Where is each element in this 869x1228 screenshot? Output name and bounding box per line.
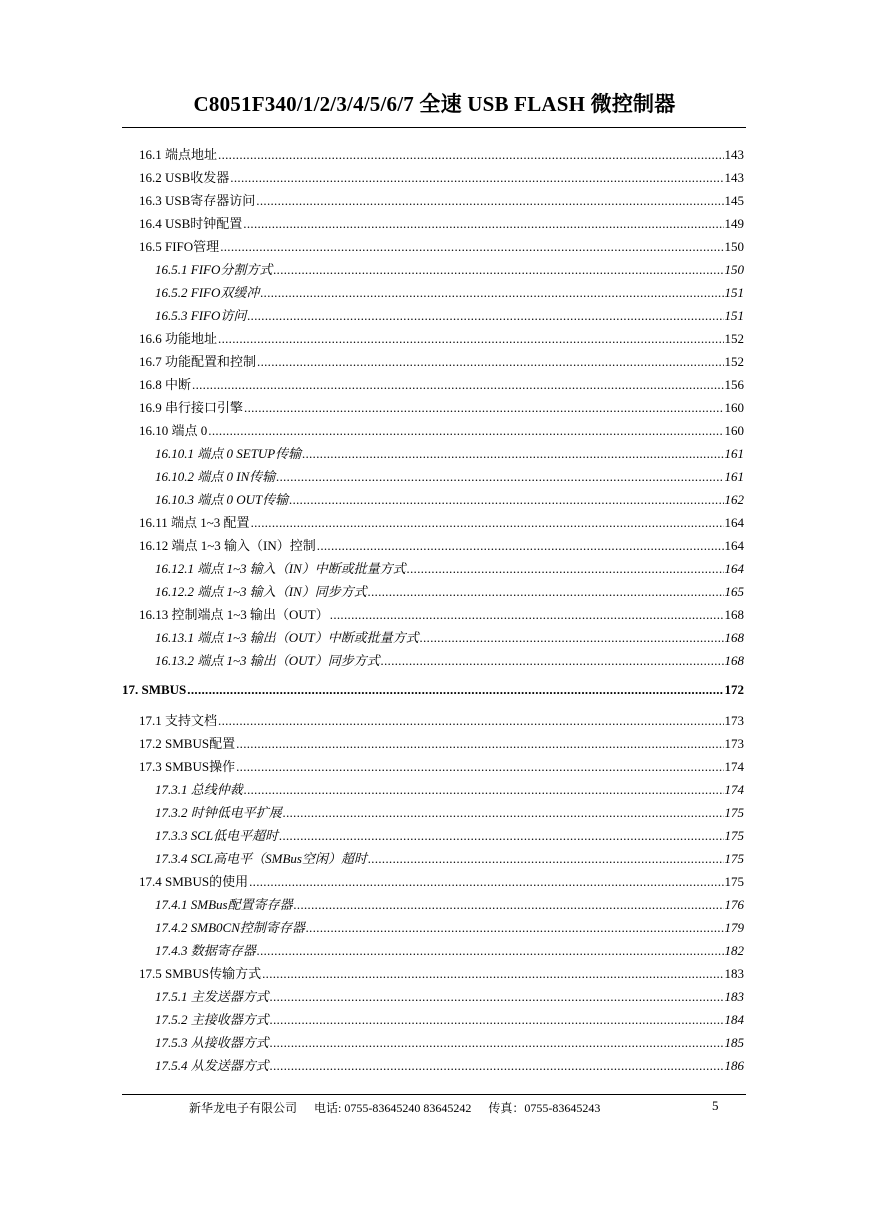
toc-leader-dots bbox=[276, 469, 723, 485]
footer-fax: 传真：0755-83645243 bbox=[488, 1101, 601, 1115]
toc-entry-label: 16.4 USB时钟配置 bbox=[139, 216, 243, 231]
toc-entry-label: 16.12.2 端点 1~3 输入（IN）同步方式 bbox=[155, 584, 367, 599]
toc-entry-page: 172 bbox=[724, 682, 744, 697]
toc-entry-label: 16.10.3 端点 0 OUT传输 bbox=[155, 492, 289, 507]
toc-entry-label: 16.1 端点地址 bbox=[139, 147, 218, 162]
toc-entry-label: 17.3.4 SCL高电平（SMBus空闲）超时 bbox=[155, 851, 367, 866]
toc-entry-page: 174 bbox=[724, 782, 744, 797]
toc-entry-label: 16.13.1 端点 1~3 输出（OUT）中断或批量方式 bbox=[155, 630, 419, 645]
footer bbox=[189, 1099, 614, 1116]
toc-entry-label: 17.4.3 数据寄存器 bbox=[155, 943, 256, 958]
toc-entry[interactable] bbox=[139, 193, 744, 209]
toc-entry[interactable] bbox=[155, 989, 744, 1005]
toc-entry-page: 151 bbox=[724, 285, 744, 300]
toc-entry[interactable] bbox=[155, 805, 744, 821]
toc-entry[interactable] bbox=[139, 966, 744, 982]
toc-entry-label: 16.12 端点 1~3 输入（IN）控制 bbox=[139, 538, 316, 553]
toc-entry-label: 16.9 串行接口引擎 bbox=[139, 400, 244, 415]
toc-leader-dots bbox=[270, 1035, 724, 1051]
toc-entry[interactable] bbox=[139, 147, 744, 163]
toc-entry[interactable] bbox=[155, 851, 744, 867]
toc-entry-page: 150 bbox=[724, 239, 744, 254]
toc-entry-page: 186 bbox=[724, 1058, 744, 1073]
toc-entry-page: 151 bbox=[724, 308, 744, 323]
toc-entry[interactable] bbox=[155, 561, 744, 577]
toc-leader-dots bbox=[257, 354, 723, 370]
toc-entry[interactable] bbox=[155, 828, 744, 844]
toc-entry-label: 17.5.3 从接收器方式 bbox=[155, 1035, 269, 1050]
toc-entry-page: 183 bbox=[724, 989, 744, 1004]
toc-entry[interactable] bbox=[139, 331, 744, 347]
toc-entry-page: 145 bbox=[724, 193, 744, 208]
toc-entry[interactable] bbox=[122, 682, 744, 698]
toc-entry-page: 185 bbox=[724, 1035, 744, 1050]
toc-entry-label: 16.10 端点 0 bbox=[139, 423, 208, 438]
toc-leader-dots bbox=[289, 492, 723, 508]
toc-entry-page: 173 bbox=[724, 713, 744, 728]
toc-leader-dots bbox=[262, 966, 723, 982]
toc-leader-dots bbox=[381, 653, 724, 669]
toc-leader-dots bbox=[251, 515, 724, 531]
toc-leader-dots bbox=[244, 782, 724, 798]
toc-entry-label: 17.3 SMBUS操作 bbox=[139, 759, 236, 774]
toc-entry[interactable] bbox=[155, 1035, 744, 1051]
toc-entry-label: 16.5.3 FIFO访问 bbox=[155, 308, 247, 323]
toc-entry-page: 176 bbox=[724, 897, 744, 912]
toc-entry[interactable] bbox=[139, 713, 744, 729]
toc-leader-dots bbox=[302, 446, 723, 462]
toc-entry-label: 16.10.1 端点 0 SETUP传输 bbox=[155, 446, 302, 461]
toc-entry-label: 16.2 USB收发器 bbox=[139, 170, 230, 185]
toc-leader-dots bbox=[187, 682, 723, 698]
toc-entry-label: 17.4.2 SMB0CN控制寄存器 bbox=[155, 920, 305, 935]
toc-entry-page: 143 bbox=[724, 147, 744, 162]
toc-entry-label: 17.5.2 主接收器方式 bbox=[155, 1012, 269, 1027]
toc-leader-dots bbox=[218, 713, 723, 729]
toc-entry[interactable] bbox=[155, 920, 744, 936]
toc-entry-page: 165 bbox=[724, 584, 744, 599]
toc-entry-label: 17. SMBUS bbox=[122, 682, 187, 697]
toc-entry-page: 168 bbox=[724, 630, 744, 645]
toc-leader-dots bbox=[407, 561, 724, 577]
toc-entry[interactable] bbox=[155, 653, 744, 669]
toc-leader-dots bbox=[270, 1012, 724, 1028]
toc-entry[interactable] bbox=[155, 446, 744, 462]
toc-entry-page: 164 bbox=[724, 561, 744, 576]
toc-leader-dots bbox=[249, 874, 723, 890]
toc-leader-dots bbox=[317, 538, 724, 554]
toc-leader-dots bbox=[220, 239, 723, 255]
toc-leader-dots bbox=[279, 828, 723, 844]
toc-leader-dots bbox=[244, 400, 723, 416]
toc-entry-page: 150 bbox=[724, 262, 744, 277]
toc-entry-page: 161 bbox=[724, 469, 744, 484]
toc-leader-dots bbox=[218, 147, 723, 163]
footer-company: 新华龙电子有限公司 bbox=[189, 1101, 298, 1115]
toc-entry-label: 16.10.2 端点 0 IN传输 bbox=[155, 469, 276, 484]
footer-rule bbox=[122, 1094, 746, 1095]
toc-leader-dots bbox=[257, 943, 724, 959]
toc-entry[interactable] bbox=[155, 262, 744, 278]
toc-entry[interactable] bbox=[155, 943, 744, 959]
toc-leader-dots bbox=[243, 216, 723, 232]
toc-leader-dots bbox=[247, 308, 723, 324]
toc-leader-dots bbox=[294, 897, 724, 913]
toc-entry-label: 17.1 支持文档 bbox=[139, 713, 218, 728]
footer-phone: 电话: 0755-83645240 83645242 bbox=[314, 1101, 472, 1115]
toc-entry-label: 16.13.2 端点 1~3 输出（OUT）同步方式 bbox=[155, 653, 380, 668]
toc-entry-label: 16.5.1 FIFO分割方式 bbox=[155, 262, 273, 277]
toc-entry[interactable] bbox=[155, 308, 744, 324]
toc-entry-label: 16.13 控制端点 1~3 输出（OUT） bbox=[139, 607, 329, 622]
toc-leader-dots bbox=[273, 262, 723, 278]
toc-entry[interactable] bbox=[139, 874, 744, 890]
toc-entry-label: 17.3.3 SCL低电平超时 bbox=[155, 828, 279, 843]
page-title: C8051F340/1/2/3/4/5/6/7 全速 USB FLASH 微控制器 bbox=[193, 92, 676, 116]
toc-entry[interactable] bbox=[139, 400, 744, 416]
toc-entry-page: 184 bbox=[724, 1012, 744, 1027]
toc-leader-dots bbox=[368, 584, 724, 600]
toc-entry-label: 16.5.2 FIFO双缓冲 bbox=[155, 285, 260, 300]
toc-entry[interactable] bbox=[139, 759, 744, 775]
toc-leader-dots bbox=[306, 920, 724, 936]
toc-entry[interactable] bbox=[155, 492, 744, 508]
toc-entry-label: 16.11 端点 1~3 配置 bbox=[139, 515, 250, 530]
toc-entry-label: 17.3.2 时钟低电平扩展 bbox=[155, 805, 282, 820]
toc-entry-label: 16.5 FIFO管理 bbox=[139, 239, 220, 254]
toc-leader-dots bbox=[208, 423, 723, 439]
toc-leader-dots bbox=[230, 170, 723, 186]
toc-entry[interactable] bbox=[139, 607, 744, 623]
toc-leader-dots bbox=[270, 1058, 724, 1074]
toc-entry[interactable] bbox=[155, 469, 744, 485]
toc-entry[interactable] bbox=[139, 377, 744, 393]
toc-entry-label: 16.3 USB寄存器访问 bbox=[139, 193, 256, 208]
toc-entry[interactable] bbox=[139, 423, 744, 439]
toc-entry-page: 174 bbox=[724, 759, 744, 774]
toc-entry-page: 175 bbox=[724, 851, 744, 866]
toc-entry[interactable] bbox=[139, 354, 744, 370]
toc-entry[interactable] bbox=[155, 1058, 744, 1074]
toc-entry-page: 162 bbox=[724, 492, 744, 507]
toc-entry-page: 183 bbox=[724, 966, 744, 981]
toc-entry-label: 17.5 SMBUS传输方式 bbox=[139, 966, 262, 981]
toc-entry-page: 160 bbox=[724, 423, 744, 438]
toc-entry-label: 16.12.1 端点 1~3 输入（IN）中断或批量方式 bbox=[155, 561, 406, 576]
toc-entry-label: 16.6 功能地址 bbox=[139, 331, 218, 346]
toc-entry[interactable] bbox=[155, 782, 744, 798]
toc-entry-page: 182 bbox=[724, 943, 744, 958]
toc-leader-dots bbox=[330, 607, 724, 623]
toc-entry[interactable] bbox=[155, 1012, 744, 1028]
toc-entry-label: 17.4 SMBUS的使用 bbox=[139, 874, 249, 889]
toc-entry[interactable] bbox=[155, 630, 744, 646]
toc-leader-dots bbox=[270, 989, 724, 1005]
toc-entry-page: 152 bbox=[724, 354, 744, 369]
toc-entry[interactable] bbox=[155, 285, 744, 301]
toc-entry-page: 175 bbox=[724, 874, 744, 889]
toc-entry-label: 17.2 SMBUS配置 bbox=[139, 736, 236, 751]
toc-entry-label: 17.5.4 从发送器方式 bbox=[155, 1058, 269, 1073]
toc-entry-page: 156 bbox=[724, 377, 744, 392]
toc-entry-page: 175 bbox=[724, 828, 744, 843]
toc-entry[interactable] bbox=[139, 538, 744, 554]
toc-leader-dots bbox=[256, 193, 723, 209]
toc-entry-page: 164 bbox=[724, 538, 744, 553]
toc-leader-dots bbox=[192, 377, 723, 393]
toc-entry-page: 173 bbox=[724, 736, 744, 751]
toc-entry-label: 17.4.1 SMBus配置寄存器 bbox=[155, 897, 293, 912]
toc-entry[interactable] bbox=[139, 170, 744, 186]
toc-entry-page: 160 bbox=[724, 400, 744, 415]
toc-entry-label: 16.7 功能配置和控制 bbox=[139, 354, 257, 369]
toc-leader-dots bbox=[260, 285, 723, 301]
toc-leader-dots bbox=[420, 630, 724, 646]
toc-entry[interactable] bbox=[139, 736, 744, 752]
toc-entry[interactable] bbox=[139, 515, 744, 531]
toc-leader-dots bbox=[368, 851, 724, 867]
toc-entry-label: 17.5.1 主发送器方式 bbox=[155, 989, 269, 1004]
toc-entry-page: 175 bbox=[724, 805, 744, 820]
toc-entry-label: 17.3.1 总线仲裁 bbox=[155, 782, 243, 797]
toc-entry-page: 164 bbox=[724, 515, 744, 530]
toc-entry-page: 152 bbox=[724, 331, 744, 346]
toc-entry-page: 149 bbox=[724, 216, 744, 231]
toc-entry[interactable] bbox=[139, 216, 744, 232]
toc-entry-page: 179 bbox=[724, 920, 744, 935]
toc-entry-page: 168 bbox=[724, 653, 744, 668]
toc-entry[interactable] bbox=[155, 897, 744, 913]
toc-entry-page: 143 bbox=[724, 170, 744, 185]
page-number: 5 bbox=[712, 1098, 719, 1113]
toc-entry-page: 161 bbox=[724, 446, 744, 461]
toc-entry[interactable] bbox=[155, 584, 744, 600]
toc-entry-page: 168 bbox=[724, 607, 744, 622]
toc-entry-label: 16.8 中断 bbox=[139, 377, 192, 392]
toc-leader-dots bbox=[236, 759, 723, 775]
toc-leader-dots bbox=[236, 736, 723, 752]
toc-entry[interactable] bbox=[139, 239, 744, 255]
toc-leader-dots bbox=[283, 805, 724, 821]
toc-leader-dots bbox=[218, 331, 723, 347]
